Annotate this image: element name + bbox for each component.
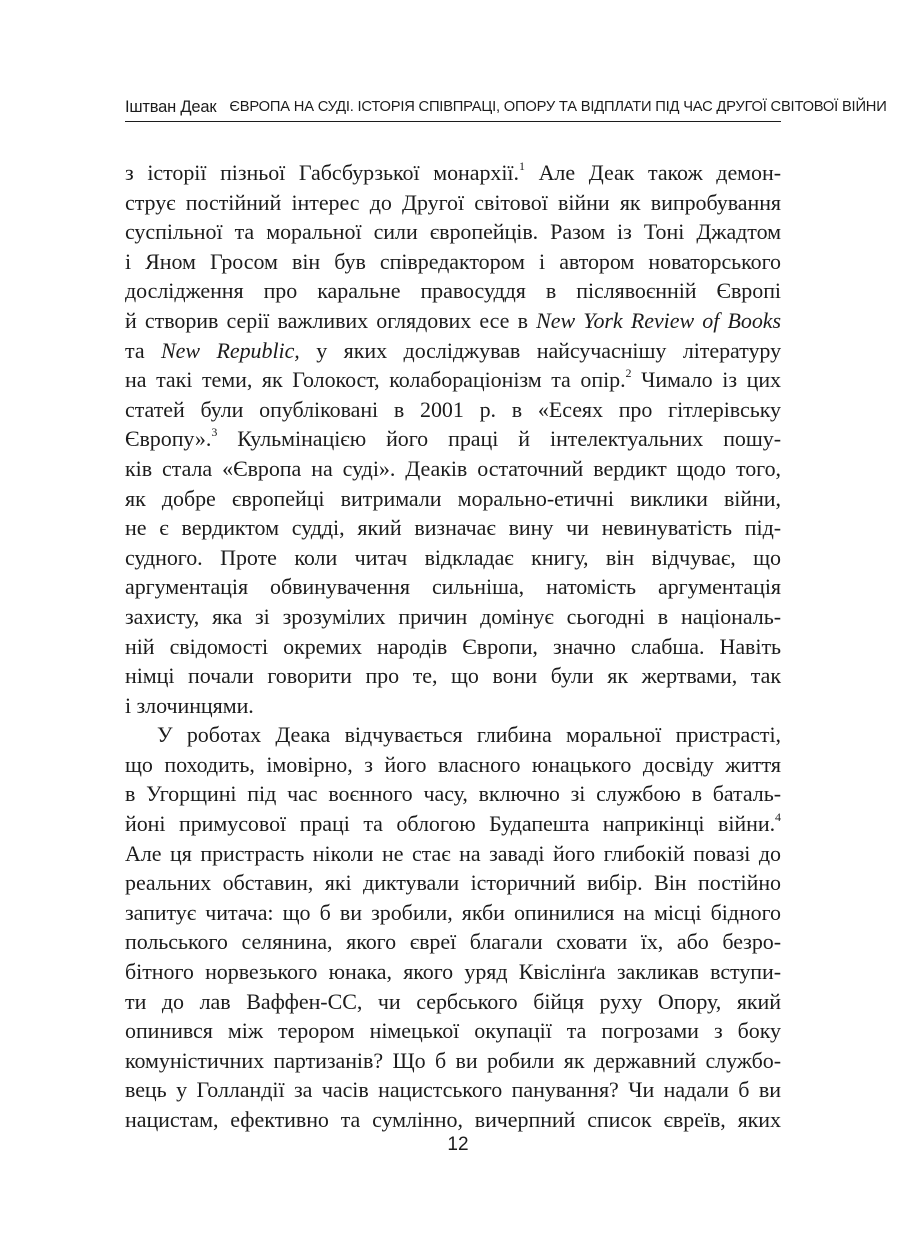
- text-line: У роботах Деака відчувається глибина моральної пристрасті,: [157, 722, 781, 748]
- text-line: як добре європейці витримали морально-етичні виклики війни,: [125, 485, 781, 511]
- text-line: ти до лав Ваффен-СС, чи сербського бійця руху Опору, який: [125, 988, 781, 1014]
- text-line: комуністичних партизанів? Що б ви робили як державний службо-: [125, 1047, 781, 1073]
- footnote-ref[interactable]: 3: [211, 425, 218, 440]
- text-line: німці почали говорити про те, що вони були як жертвами, так: [125, 663, 781, 689]
- page-number: 12: [447, 1134, 469, 1155]
- text-line: запитує читача: що б ви зробили, якби опинилися на місці бідного: [125, 899, 781, 925]
- text-line: вець у Голландії за часів нацистського панування? Чи надали б ви: [125, 1077, 781, 1103]
- footnote-ref[interactable]: 2: [625, 365, 632, 380]
- text-line: й створив серії важливих оглядових есе в New York Review of Books: [125, 307, 782, 333]
- text-line: і Яном Гросом він був співредактором і автором новаторського: [125, 248, 781, 274]
- header-author: Іштван Деак: [125, 98, 217, 116]
- text-line: опинився між терором німецької окупації та погрозами з боку: [125, 1018, 781, 1044]
- running-header: [125, 97, 887, 122]
- footnote-ref[interactable]: 4: [775, 809, 781, 824]
- text-line: захисту, яка зі зрозумілих причин домінує сьогодні в національ-: [125, 603, 781, 629]
- text-line: ній свідомості окремих народів Європи, значно слабша. Навіть: [125, 633, 781, 659]
- text-line: судного. Проте коли читач відкладає книгу, він відчуває, що: [125, 544, 781, 570]
- text-line: в Угорщині під час воєнного часу, включно зі службою в баталь-: [125, 781, 781, 807]
- text-line: що походить, імовірно, з його власного юнацького досвіду життя: [125, 751, 781, 777]
- text-line: реальних обставин, які диктували історичний вибір. Він постійно: [125, 870, 781, 896]
- text-line: та New Republic, у яких досліджував найсучаснішу літературу: [125, 337, 782, 363]
- text-line: Європу».$^3$ Кульмінацією його праці й інтелектуальних пошу-: [125, 425, 781, 452]
- text-line: Але ця пристрасть ніколи не стає на заваді його глибокій повазі до: [125, 840, 781, 866]
- text-line: на такі теми, як Голокост, колабораціонізм та опір.$^2$ Чимало із цих: [125, 365, 781, 393]
- text-line: бітного норвезького юнака, якого уряд Квіслінґа закликав вступи-: [125, 959, 781, 985]
- text-line: аргументація обвинувачення сильніша, натомість аргументація: [125, 574, 781, 600]
- text-line: суспільної та моральної сили європейців. Разом із Тоні Джадтом: [125, 219, 781, 245]
- text-line: йоні примусової праці та облогою Будапешта наприкінці війни.$^4$: [125, 809, 781, 837]
- text-line: ків стала «Європа на суді». Деаків остаточний вердикт щодо того,: [125, 455, 781, 481]
- text-line: статей були опубліковані в 2001 р. в «Есеях про гітлерівську: [125, 396, 781, 422]
- text-line: струє постійний інтерес до Другої світової війни як випробування: [125, 189, 781, 215]
- body-text: [125, 158, 781, 1135]
- footnote-ref[interactable]: 1: [518, 158, 525, 173]
- text-line: не є вердиктом судді, який визначає вину чи невинуватість під-: [125, 515, 781, 541]
- text-line: нацистам, ефективно та сумлінно, вичерпний список євреїв, яких: [125, 1107, 781, 1132]
- header-book-title: ЄВРОПА НА СУДІ. ІСТОРІЯ СПІВПРАЦІ, ОПОРУ ТА ВІДПЛАТИ ПІД ЧАС ДРУГОЇ СВІТОВОЇ ВІЙНИ: [229, 98, 887, 115]
- text-line: польського селянина, якого євреї благали сховати їх, або безро-: [125, 929, 781, 955]
- text-line: дослідження про каральне правосуддя в післявоєнній Європі: [125, 278, 781, 304]
- text-line: і злочинцями.: [125, 692, 254, 718]
- text-line: з історії пізньої Габсбурзької монархії.$^1$ Але Деак також демон-: [125, 158, 781, 185]
